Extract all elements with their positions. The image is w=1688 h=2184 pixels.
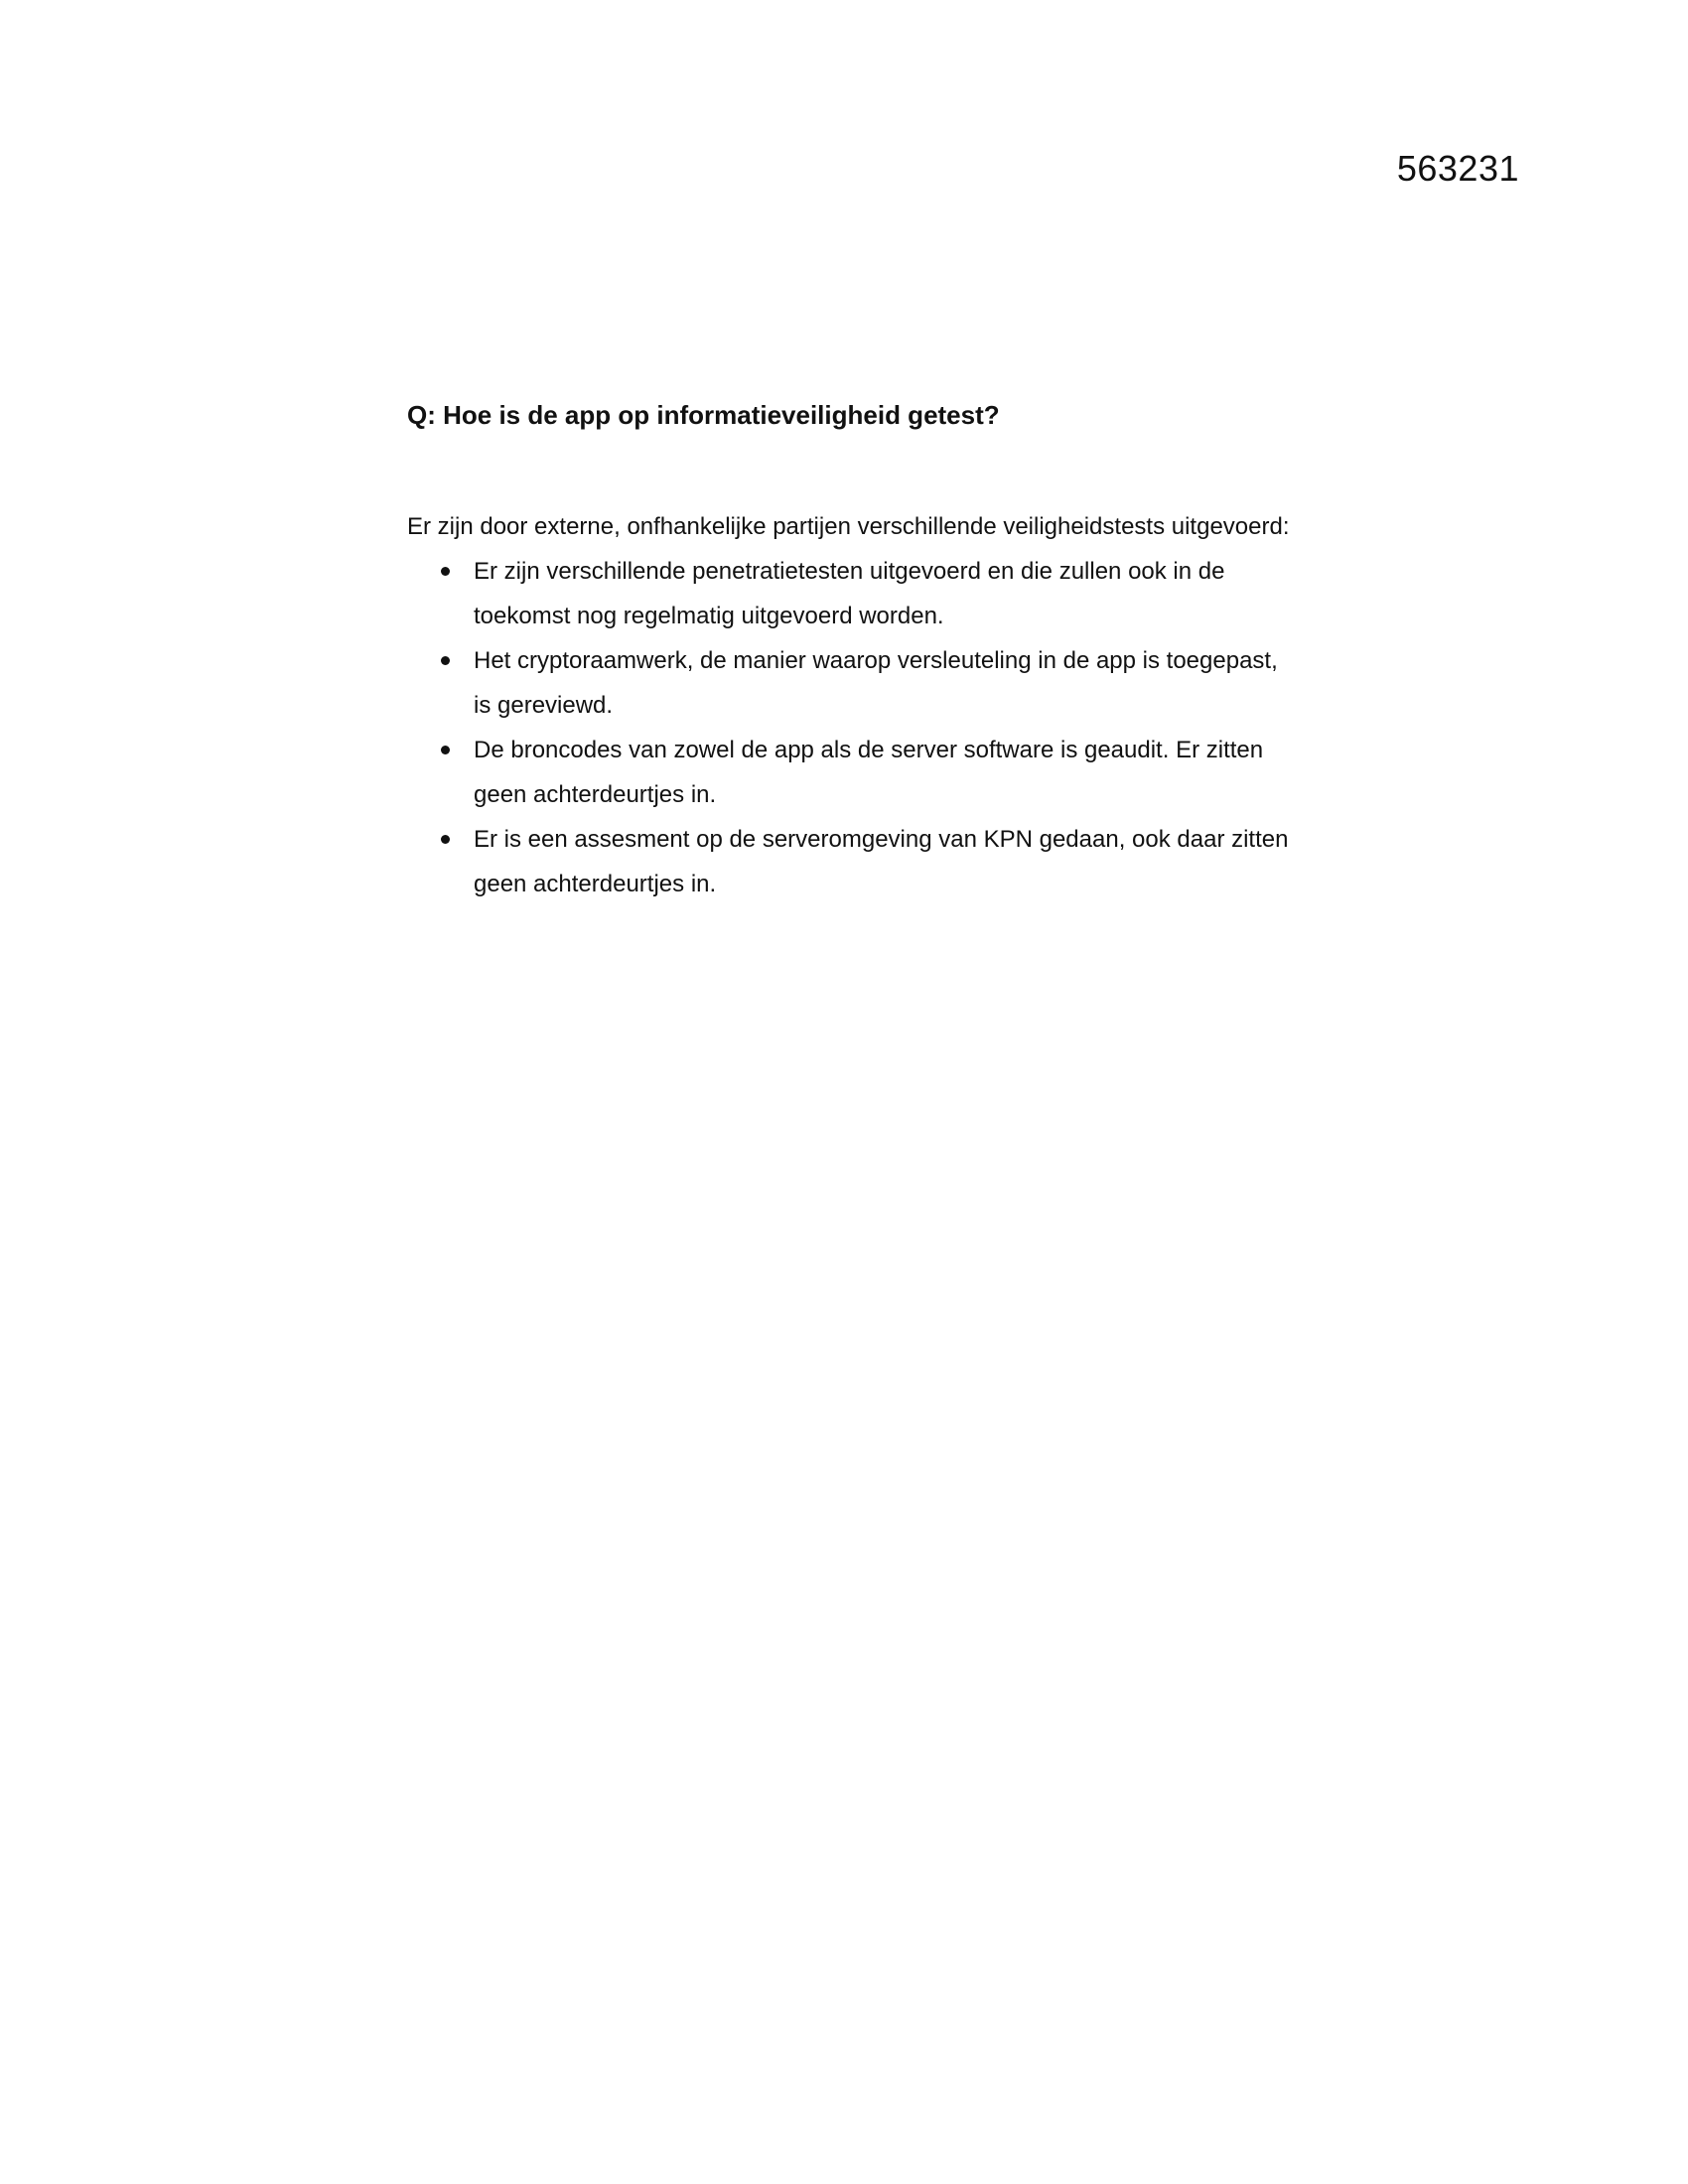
list-item-text: Het cryptoraamwerk, de manier waarop versleuteling in de app is toegepast, is gereviewd.	[474, 646, 1278, 719]
bullet-icon	[441, 835, 450, 844]
bullet-icon	[441, 746, 450, 754]
bullet-icon	[441, 567, 450, 576]
intro-paragraph: Er zijn door externe, onfhankelijke partijen verschillende veiligheidstests uitgevoerd:	[407, 512, 1290, 540]
list-item	[407, 549, 1301, 638]
list-item-text: Er is een assesment op de serveromgeving van KPN gedaan, ook daar zitten geen achterdeurtjes in.	[474, 825, 1289, 897]
document-body	[407, 399, 1301, 906]
bullet-icon	[441, 656, 450, 665]
document-number: 563231	[1396, 148, 1519, 189]
list-item-text: Er zijn verschillende penetratietesten uitgevoerd en die zullen ook in de toekomst nog regelmatig uitgevoerd worden.	[474, 557, 1225, 629]
list-item	[407, 817, 1301, 906]
list-item	[407, 638, 1301, 728]
list-item	[407, 728, 1301, 817]
question-heading: Q: Hoe is de app op informatieveiligheid getest?	[407, 400, 1000, 430]
bullet-list	[407, 549, 1301, 906]
list-item-text: De broncodes van zowel de app als de server software is geaudit. Er zitten geen achterdeurtjes in.	[474, 736, 1264, 808]
